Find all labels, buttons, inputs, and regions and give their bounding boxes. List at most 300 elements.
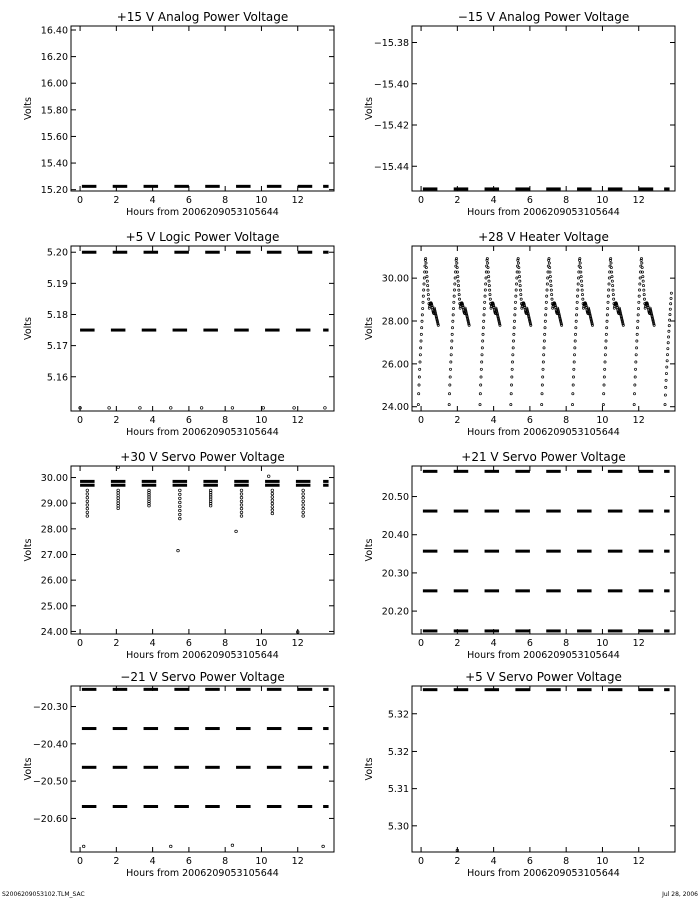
x-tick-label: 2 [454,856,461,867]
data-point [423,277,425,279]
data-point [530,324,532,326]
data-point [489,294,491,296]
data-point [640,257,642,259]
data-point [453,289,455,291]
data-point [641,262,643,264]
data-point [633,403,635,405]
data-point [322,845,325,848]
x-tick-label: 8 [222,638,229,649]
data-point [487,266,489,268]
y-tick-label: 15.80 [40,105,68,117]
data-point [267,475,270,478]
x-tick-label: 6 [185,638,192,649]
x-tick-label: 2 [113,195,120,206]
x-tick-label: 0 [418,856,425,867]
data-point [581,294,583,296]
data-point [489,298,491,300]
y-tick-label: −20.50 [32,776,68,788]
x-tick-label: 6 [526,415,533,426]
data-point [235,530,238,533]
data-point [86,489,89,492]
data-point [665,386,667,388]
data-point [421,314,423,316]
data-point [551,298,553,300]
data-point [576,301,578,303]
data-point [483,307,485,309]
data-point [488,280,490,282]
data-point [453,295,455,297]
y-tick-label: 5.32 [387,746,409,758]
data-point [669,308,671,310]
data-point [240,496,243,499]
data-point [179,493,182,496]
y-tick-label: 25.00 [40,601,68,613]
x-axis-label: Hours from 2006209053105644 [467,868,620,879]
data-point [641,266,643,268]
data-point [638,301,640,303]
x-tick-label: 2 [113,856,120,867]
chart-3 [23,230,334,438]
data-point [542,361,544,363]
data-point [480,376,482,378]
data-point [456,262,458,264]
data-point [572,393,574,395]
plot-frame [412,466,675,634]
data-point [483,314,485,316]
y-tick-label: 24.00 [40,626,68,638]
y-tick-label: −15.42 [373,120,409,132]
x-axis-label: Hours from 2006209053105644 [126,207,279,218]
data-point [240,489,243,492]
data-point [420,347,422,349]
data-point [547,277,549,279]
data-point [580,275,582,277]
data-point [546,283,548,285]
data-point [200,407,203,410]
data-point [117,489,120,492]
y-axis-label: Volts [364,757,375,781]
data-point [573,368,575,370]
data-point [117,492,120,495]
data-point [549,275,551,277]
data-point [515,283,517,285]
data-point [637,320,639,322]
data-point [452,320,454,322]
y-tick-label: 26.00 [381,359,409,371]
data-point [670,303,672,305]
data-point [611,275,613,277]
x-tick-label: 4 [149,415,156,426]
data-point [302,507,305,510]
data-point [550,280,552,282]
y-tick-label: 30.00 [40,473,68,485]
data-point [488,275,490,277]
data-point [271,489,274,492]
data-point [545,301,547,303]
data-point [458,298,460,300]
data-point [669,319,671,321]
x-tick-label: 10 [596,195,609,206]
data-point [86,504,89,507]
x-tick-label: 10 [596,638,609,649]
y-axis-label: Volts [364,317,375,340]
data-point [548,257,550,259]
data-point [604,354,606,356]
data-point [271,506,274,509]
data-point [519,284,521,286]
data-point [653,324,655,326]
data-point [546,295,548,297]
data-point [468,324,470,326]
data-point [550,289,552,291]
y-axis-label: Volts [364,97,375,120]
chart-title: +15 V Analog Power Voltage [116,10,289,24]
data-point [512,347,514,349]
data-point [179,501,182,504]
data-point [517,262,519,264]
data-point [481,361,483,363]
data-point [613,298,615,300]
data-point [605,340,607,342]
y-tick-label: −20.60 [32,813,68,825]
data-point [482,327,484,329]
data-point [542,368,544,370]
y-tick-label: −20.40 [32,739,68,751]
plot-frame [412,686,675,852]
data-point [427,294,429,296]
data-point [605,347,607,349]
y-tick-label: 30.00 [381,273,409,285]
data-point [520,294,522,296]
data-point [302,489,305,492]
data-point [580,280,582,282]
data-point [582,298,584,300]
data-point [86,500,89,503]
data-point [86,507,89,510]
data-point [117,504,120,507]
y-tick-label: 20.50 [381,492,409,504]
data-point [231,407,234,410]
data-point [417,403,419,405]
data-point [428,298,430,300]
data-point [419,354,421,356]
y-tick-label: 27.00 [40,549,68,561]
x-axis-label: Hours from 2006209053105644 [126,650,279,661]
x-tick-label: 4 [490,195,497,206]
chart-title: +28 V Heater Voltage [478,230,609,244]
y-tick-label: 16.00 [40,78,68,90]
data-point [541,393,543,395]
x-tick-label: 10 [596,415,609,426]
data-point [483,320,485,322]
data-point [517,257,519,259]
data-point [482,340,484,342]
data-point [169,845,172,848]
plot-frame [71,26,334,191]
data-point [511,368,513,370]
data-point [426,280,428,282]
data-point [666,366,668,368]
data-point [458,294,460,296]
y-tick-label: 16.20 [40,52,68,64]
data-point [643,294,645,296]
footer-filename: S2006209053102.TLM_SAC [2,891,85,898]
data-point [179,497,182,500]
data-point [458,289,460,291]
data-point [608,283,610,285]
data-point [302,500,305,503]
chart-title: +5 V Logic Power Voltage [125,230,280,244]
data-point [425,262,427,264]
y-axis-label: Volts [23,538,34,562]
data-point [541,403,543,405]
y-tick-label: 28.00 [40,524,68,536]
data-point [423,283,425,285]
data-point [591,324,593,326]
x-tick-label: 8 [563,856,570,867]
data-point [456,271,458,273]
data-point [579,266,581,268]
data-point [642,284,644,286]
x-tick-label: 10 [255,856,268,867]
y-tick-label: 5.32 [387,709,409,721]
data-point [638,289,640,291]
data-point [642,280,644,282]
x-tick-label: 8 [563,638,570,649]
data-point [512,340,514,342]
data-point [519,280,521,282]
data-point [510,393,512,395]
data-point [240,515,243,518]
data-point [489,289,491,291]
x-tick-label: 4 [149,856,156,867]
data-point [452,314,454,316]
data-point [177,549,180,552]
x-axis-label: Hours from 2006209053105644 [467,207,620,218]
data-point [606,327,608,329]
y-tick-label: 5.16 [46,372,68,384]
data-point [514,314,516,316]
data-point [606,314,608,316]
data-point [575,327,577,329]
x-tick-label: 2 [454,195,461,206]
data-point [86,496,89,499]
data-point [610,262,612,264]
y-tick-label: 15.60 [40,131,68,143]
data-point [638,295,640,297]
data-point [449,376,451,378]
x-tick-label: 12 [632,638,645,649]
x-tick-label: 2 [454,638,461,649]
data-point [427,289,429,291]
data-point [419,368,421,370]
data-point [551,294,553,296]
data-point [576,307,578,309]
data-point [231,844,234,847]
data-point [608,289,610,291]
data-point [664,403,666,405]
x-tick-label: 4 [490,638,497,649]
data-point [448,403,450,405]
x-tick-label: 12 [291,415,304,426]
data-point [449,384,451,386]
x-tick-label: 12 [291,856,304,867]
data-point [513,320,515,322]
data-point [581,284,583,286]
data-point [574,333,576,335]
data-point [450,361,452,363]
data-point [271,499,274,502]
data-point [449,368,451,370]
data-point [482,333,484,335]
data-point [425,257,427,259]
x-tick-label: 10 [255,195,268,206]
data-point [484,295,486,297]
data-point [545,314,547,316]
data-point [577,289,579,291]
data-point [418,393,420,395]
x-tick-label: 4 [490,415,497,426]
data-point [643,289,645,291]
x-axis-label: Hours from 2006209053105644 [126,427,279,438]
data-point [179,489,182,492]
data-point [635,354,637,356]
data-point [549,266,551,268]
data-point [604,361,606,363]
data-point [670,297,672,299]
x-tick-label: 8 [563,195,570,206]
y-tick-label: 24.00 [381,402,409,414]
data-point [457,284,459,286]
data-point [488,284,490,286]
data-point [451,333,453,335]
chart-2 [364,10,675,218]
data-point [634,376,636,378]
data-point [634,368,636,370]
data-point [420,340,422,342]
chart-title: −21 V Servo Power Voltage [120,670,285,684]
data-point [642,275,644,277]
data-point [510,403,512,405]
x-tick-label: 4 [149,638,156,649]
y-tick-label: 28.00 [381,316,409,328]
chart-5 [23,450,334,661]
data-point [240,511,243,514]
y-tick-label: 5.31 [387,784,409,796]
y-tick-label: 20.30 [381,568,409,580]
data-point [580,271,582,273]
data-point [487,271,489,273]
data-point [271,496,274,499]
x-tick-label: 6 [526,195,533,206]
data-point [179,517,182,520]
data-point [581,289,583,291]
data-point [420,333,422,335]
data-point [544,320,546,322]
data-point [479,403,481,405]
data-point [86,511,89,514]
y-tick-label: −15.38 [373,38,409,49]
x-tick-label: 10 [596,856,609,867]
x-tick-label: 0 [77,415,84,426]
data-point [543,354,545,356]
data-point [546,289,548,291]
data-point [665,379,667,381]
data-point [302,493,305,496]
y-axis-label: Volts [364,538,375,562]
data-point [456,266,458,268]
data-point [641,271,643,273]
data-point [481,347,483,349]
data-point [573,354,575,356]
x-tick-label: 0 [418,415,425,426]
data-point [612,284,614,286]
data-point [425,266,427,268]
data-point [665,372,667,374]
x-tick-label: 8 [563,415,570,426]
data-point [451,327,453,329]
data-point [579,262,581,264]
data-point [571,403,573,405]
data-point [542,376,544,378]
data-point [457,275,459,277]
data-point [117,499,120,502]
data-point [576,295,578,297]
data-point [484,301,486,303]
data-point [117,497,120,500]
data-point [603,384,605,386]
data-point [513,327,515,329]
y-tick-label: 16.40 [40,25,68,37]
data-point [574,347,576,349]
data-point [610,257,612,259]
data-point [667,342,669,344]
chart-4 [364,230,675,438]
data-point [487,262,489,264]
data-point [450,354,452,356]
data-point [572,384,574,386]
data-point [639,277,641,279]
data-point [485,277,487,279]
x-tick-label: 0 [77,638,84,649]
data-point [611,271,613,273]
y-tick-label: 5.18 [46,309,68,321]
plot-frame [71,246,334,411]
data-point [511,361,513,363]
data-point [550,284,552,286]
y-tick-label: 20.20 [381,606,409,618]
data-point [607,295,609,297]
data-point [422,301,424,303]
y-axis-label: Volts [23,757,34,781]
data-point [634,384,636,386]
y-tick-label: 20.40 [381,530,409,542]
x-tick-label: 10 [255,638,268,649]
data-point [179,509,182,512]
data-point [544,333,546,335]
data-point [515,295,517,297]
x-tick-label: 12 [632,195,645,206]
data-point [271,502,274,505]
data-point [422,307,424,309]
x-tick-label: 6 [526,638,533,649]
x-tick-label: 6 [526,856,533,867]
data-point [561,324,563,326]
x-tick-label: 0 [77,856,84,867]
data-point [422,295,424,297]
y-tick-label: 5.17 [46,341,68,353]
data-point [271,509,274,512]
